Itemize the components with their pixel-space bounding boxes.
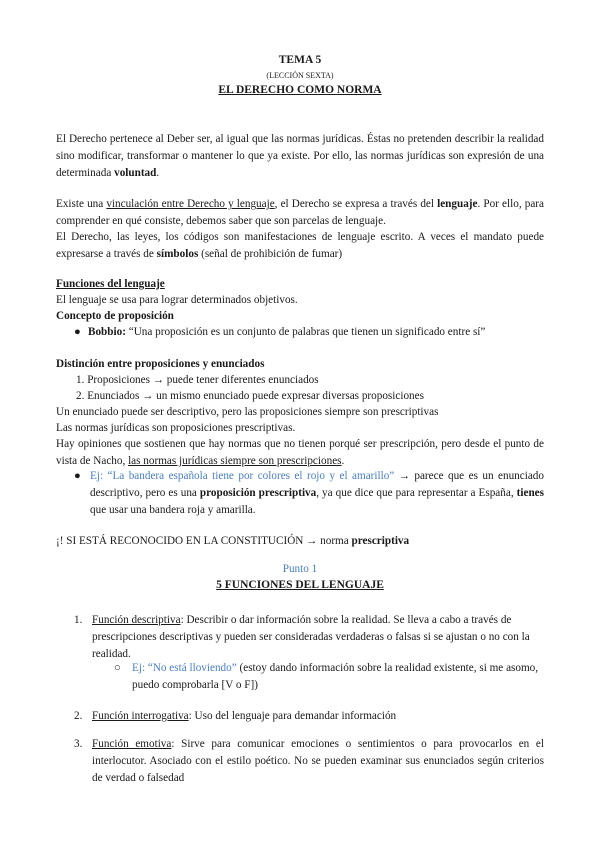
funcion-desc: : Sirve para comunicar emociones o sentimientos o para provocarlos en el interlocutor. Asociado con el estilo poético. No se pueden examinar sus enunciados según criterios de verdad o falsedad	[92, 738, 544, 784]
distincion-paragraph	[56, 436, 544, 470]
funcion-item-3-text	[92, 736, 544, 787]
example-text-c: , ya que dice que para representar a España,	[316, 487, 517, 499]
funcion-desc: : Uso del lenguaje para demandar información	[188, 710, 397, 722]
intro-p3-text-a: El Derecho, las leyes, los códigos son manifestaciones de lenguaje escrito. A veces el mandato puede expresarse a través de	[56, 231, 544, 260]
intro-paragraph-2	[56, 196, 544, 230]
funcion-term: Función emotiva	[92, 738, 172, 750]
intro-p2-text-a: Existe una	[56, 198, 107, 210]
funcion-1-example	[114, 660, 544, 694]
list-number: 1.	[74, 614, 83, 626]
funcion-item-2-text	[92, 708, 544, 725]
distincion-line-1: Un enunciado puede ser descriptivo, pero las proposiciones siempre son prescriptivas	[56, 406, 439, 418]
distincion-p-text: Hay opiniones que sostienen que hay normas que no tienen porqué ser prescripción, pero desde el punto de vista de Nacho,	[56, 438, 544, 467]
distincion-p-end: .	[341, 455, 345, 467]
bullet-icon: ●	[74, 326, 81, 338]
intro-p1-text: El Derecho pertenece al Deber ser, al igual que las normas jurídicas. Éstas no pretenden describir la realidad sino modificar, transformar o mantener lo que ya existe. Por ello, las normas jurídicas son expresión de una determinada	[56, 133, 544, 179]
intro-p2-underline: vinculación entre Derecho y lenguaje	[106, 198, 275, 210]
bobbio-list-item	[74, 324, 485, 341]
funciones-text: El lenguaje se usa para lograr determinados objetivos.	[56, 294, 298, 306]
bullet-circle-icon: ○	[114, 662, 121, 674]
funciones-heading-text: Funciones del lenguaje	[56, 278, 165, 290]
funcion-item-1-text	[92, 612, 544, 663]
funcion-term: Función interrogativa	[92, 710, 189, 722]
intro-p2-bold: lenguaje	[437, 198, 478, 210]
punto-label: Punto 1	[282, 563, 318, 575]
distincion-line-2: Las normas jurídicas son proposiciones prescriptivas.	[56, 422, 296, 434]
example-bold: proposición prescriptiva	[199, 487, 317, 499]
funcion-desc: : Describir o dar información sobre la realidad. Se lleva a cabo a través de prescripciones descriptivas y pueden ser consideradas verdaderas o falsas si se ajustan o no con la realidad.	[92, 614, 530, 660]
list-number: 3.	[74, 738, 83, 750]
example-quote: “La bandera española tiene por colores el rojo y el amarillo”	[107, 470, 395, 482]
intro-p3-bold: símbolos	[156, 248, 199, 260]
example-text-d: que usar una bandera roja y amarilla.	[90, 504, 256, 516]
lesson-label: (LECCIÓN SEXTA)	[266, 71, 334, 80]
funcion-item-2	[74, 708, 544, 725]
concepto-heading	[56, 308, 174, 325]
intro-p2-text-b: , el Derecho se expresa a través del	[274, 198, 438, 210]
funcion-item-3	[74, 736, 544, 787]
document-title: TEMA 5	[278, 54, 322, 66]
note-text: ¡! SI ESTÁ RECONOCIDO EN LA CONSTITUCIÓN → norma	[56, 535, 352, 547]
bullet-icon: ●	[74, 470, 81, 482]
funcion-item-1	[74, 612, 544, 663]
intro-paragraph-1	[56, 131, 544, 182]
distincion-heading-text: Distinción entre proposiciones y enunciados	[56, 358, 265, 370]
punto-title: 5 FUNCIONES DEL LENGUAJE	[216, 579, 384, 591]
intro-p1-end: .	[156, 167, 160, 179]
distincion-p-underline: las normas jurídicas siempre son prescripciones	[128, 455, 342, 467]
intro-p2-text-c: . Por ello, para comprender en qué consiste, debemos saber que son parcelas de lenguaje.	[56, 198, 544, 227]
note-bold: prescriptiva	[351, 535, 410, 547]
example-bandera-text	[90, 468, 544, 519]
bobbio-label: Bobbio:	[88, 326, 126, 338]
example-label: Ej:	[90, 470, 108, 482]
example-label: Ej:	[132, 662, 148, 674]
example-text: (estoy dando información sobre la realidad existente, si me asomo, puedo comprobarla [V o F])	[132, 662, 539, 691]
bobbio-text: “Una proposición es un conjunto de palabras que tienen un significado entre sí”	[125, 326, 486, 338]
distincion-item-2: 2. Enunciados → un mismo enunciado puede expresar diversas proposiciones	[76, 390, 424, 402]
funcion-term: Función descriptiva	[92, 614, 181, 626]
intro-p3-text-b: (señal de prohibición de fumar)	[198, 248, 343, 260]
list-number: 2.	[74, 710, 83, 722]
example-text-b: → parece que es un enunciado descriptivo, pero es una	[90, 470, 544, 499]
intro-paragraph-3	[56, 229, 544, 263]
funciones-heading	[56, 276, 165, 293]
example-quote: “No está lloviendo”	[147, 662, 237, 674]
constitution-note	[56, 533, 409, 550]
example-bandera-item	[74, 468, 544, 519]
funcion-1-example-text	[132, 660, 544, 694]
concepto-heading-text: Concepto de proposición	[56, 310, 174, 322]
distincion-heading	[56, 356, 264, 373]
document-subtitle: EL DERECHO COMO NORMA	[218, 84, 382, 96]
distincion-item-1: 1. Proposiciones → puede tener diferentes enunciados	[76, 374, 319, 386]
intro-p1-bold: voluntad	[114, 167, 157, 179]
example-bold-2: tienes	[516, 487, 544, 499]
